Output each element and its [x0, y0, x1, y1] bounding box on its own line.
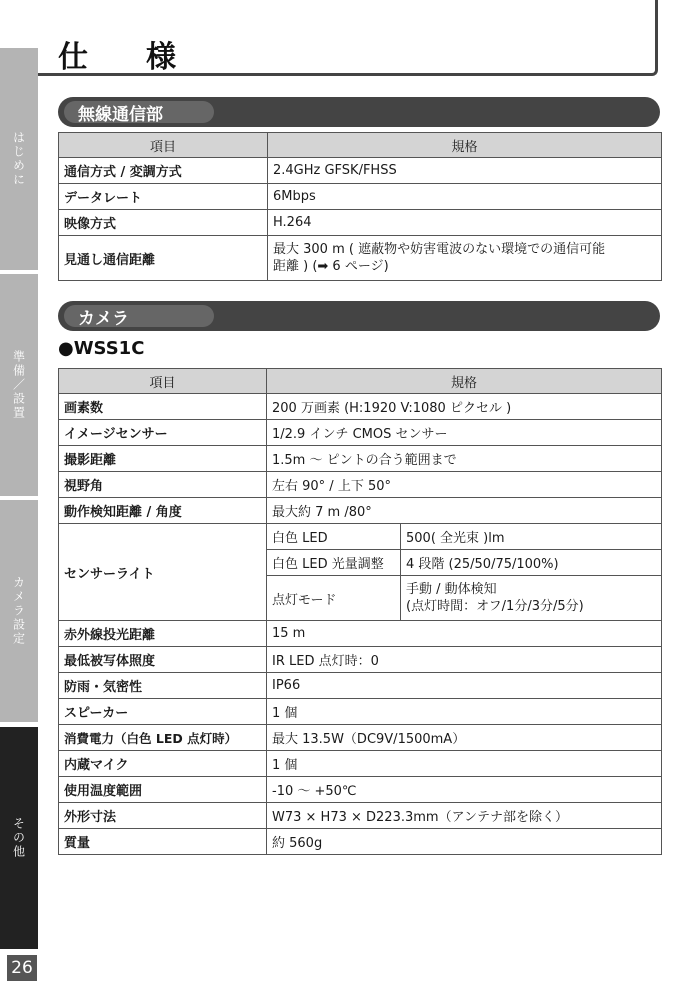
table-row: [59, 829, 662, 855]
row-item: 消費電力（白色 LED 点灯時）: [59, 725, 267, 751]
table-row: [59, 777, 662, 803]
sub-value-line: (点灯時間：オフ/1分/3分/5分): [406, 599, 584, 614]
table-row: [59, 472, 662, 498]
row-spec: 15 m: [267, 621, 662, 647]
row-spec: [268, 236, 662, 281]
page-number: 26: [7, 955, 37, 981]
side-tab-setup[interactable]: [0, 274, 38, 496]
sub-value-line: 手動 / 動体検知: [406, 582, 497, 597]
table-row: [59, 236, 662, 281]
table-row: [59, 699, 662, 725]
sub-value: 4 段階 (25/50/75/100%): [401, 550, 662, 576]
row-item: センサーライト: [59, 524, 267, 621]
header-item: 項目: [59, 133, 268, 158]
row-spec: 200 万画素 (H:1920 V:1080 ピクセル ): [267, 394, 662, 420]
table-row: [59, 394, 662, 420]
table-row: [59, 673, 662, 699]
row-item: 外形寸法: [59, 803, 267, 829]
section-header-wireless: [58, 97, 660, 127]
row-spec: -10 〜 +50℃: [267, 777, 662, 803]
side-tab-intro[interactable]: [0, 48, 38, 270]
header-spec: 規格: [268, 133, 662, 158]
row-item: 通信方式 / 変調方式: [59, 158, 268, 184]
row-item: 撮影距離: [59, 446, 267, 472]
row-spec: 左右 90° / 上下 50°: [267, 472, 662, 498]
table-row: [59, 210, 662, 236]
table-header-row: [59, 369, 662, 394]
sub-item: 白色 LED: [267, 524, 401, 550]
table-row: [59, 803, 662, 829]
row-item: 最低被写体照度: [59, 647, 267, 673]
section-header-camera: [58, 301, 660, 331]
row-item: 内蔵マイク: [59, 751, 267, 777]
section-title: カメラ: [78, 309, 129, 329]
sub-item: 点灯モード: [267, 576, 401, 621]
row-spec: IP66: [267, 673, 662, 699]
row-item: 画素数: [59, 394, 267, 420]
camera-spec-table: [58, 368, 662, 855]
side-tab-other[interactable]: [0, 727, 38, 949]
row-spec: 最大 13.5W（DC9V/1500mA）: [267, 725, 662, 751]
row-item: 質量: [59, 829, 267, 855]
row-spec: W73 × H73 × D223.3mm（アンテナ部を除く）: [267, 803, 662, 829]
row-item: 映像方式: [59, 210, 268, 236]
row-item: 視野角: [59, 472, 267, 498]
table-row: [59, 498, 662, 524]
row-item: データレート: [59, 184, 268, 210]
model-title: ●WSS1C: [58, 338, 145, 359]
side-tab-label: 準備／設置: [11, 350, 26, 420]
row-spec: 1 個: [267, 699, 662, 725]
row-spec: 6Mbps: [268, 184, 662, 210]
table-row: [59, 446, 662, 472]
row-spec: 1 個: [267, 751, 662, 777]
side-tab-label: その他: [11, 817, 26, 859]
header-item: 項目: [59, 369, 267, 394]
table-row: [59, 420, 662, 446]
row-item: 防雨・気密性: [59, 673, 267, 699]
sub-value: 500( 全光束 )lm: [401, 524, 662, 550]
table-row: [59, 184, 662, 210]
table-header-row: [59, 133, 662, 158]
side-tab-camera-settings[interactable]: [0, 500, 38, 722]
row-spec: 約 560g: [267, 829, 662, 855]
table-row: [59, 158, 662, 184]
row-item: イメージセンサー: [59, 420, 267, 446]
table-row: [59, 725, 662, 751]
table-row: [59, 621, 662, 647]
side-tab-label: はじめに: [11, 131, 26, 187]
spec-line: 最大 300 m ( 遮蔽物や妨害電波のない環境での通信可能: [273, 242, 606, 257]
row-spec: H.264: [268, 210, 662, 236]
row-item: 使用温度範囲: [59, 777, 267, 803]
section-title: 無線通信部: [78, 105, 163, 125]
spec-line: 距離 ) (➡ 6 ページ): [273, 259, 389, 274]
row-spec: 1/2.9 インチ CMOS センサー: [267, 420, 662, 446]
wireless-spec-table: [58, 132, 662, 281]
page-title: 仕 様: [58, 40, 190, 75]
sub-value: [401, 576, 662, 621]
row-spec: 最大約 7 m /80°: [267, 498, 662, 524]
table-row-sensor-light: [59, 524, 662, 550]
row-spec: IR LED 点灯時：0: [267, 647, 662, 673]
side-tab-label: カメラ設定: [11, 576, 26, 646]
row-item: 赤外線投光距離: [59, 621, 267, 647]
row-item: スピーカー: [59, 699, 267, 725]
row-item: 見通し通信距離: [59, 236, 268, 281]
row-spec: 1.5m 〜 ピントの合う範囲まで: [267, 446, 662, 472]
row-item: 動作検知距離 / 角度: [59, 498, 267, 524]
table-row: [59, 751, 662, 777]
table-row: [59, 647, 662, 673]
sub-item: 白色 LED 光量調整: [267, 550, 401, 576]
header-spec: 規格: [267, 369, 662, 394]
row-spec: 2.4GHz GFSK/FHSS: [268, 158, 662, 184]
